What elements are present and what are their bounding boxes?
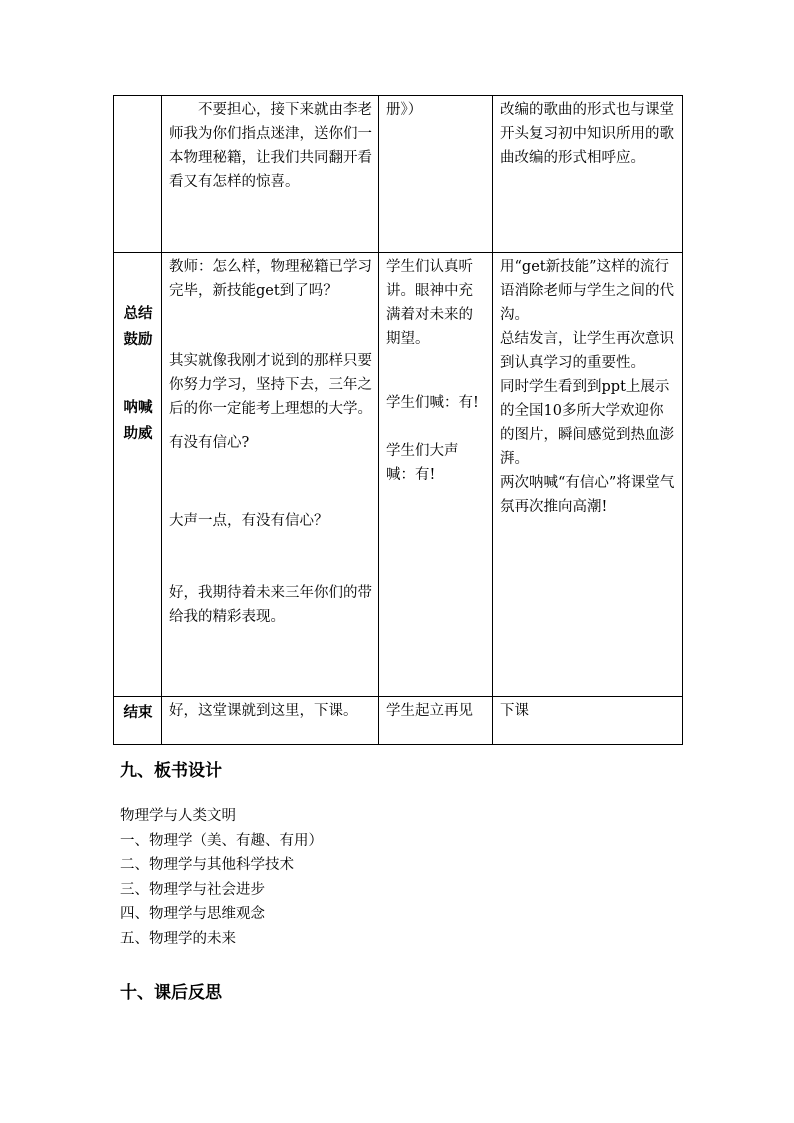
teacher-text: 不要担心，接下来就由李老师我为你们指点迷津，送你们一本物理秘籍，让我们共同翻开看看又有怎样的惊喜。 xyxy=(169,102,372,190)
stage-cell: 结束 xyxy=(114,697,162,745)
stage-cell xyxy=(114,253,162,697)
teacher-text: 有没有信心? xyxy=(169,435,250,451)
stage-label-summary: 总结鼓励 xyxy=(123,306,153,348)
student-text: 学生们喊：有! xyxy=(386,395,479,411)
design-intent-cell xyxy=(493,96,683,253)
table-row xyxy=(114,253,683,697)
lesson-plan-table xyxy=(113,95,683,745)
student-text: 学生们大声喊：有! xyxy=(386,443,459,483)
intent-text: 用“get新技能”这样的流行语消除老师与学生之间的代沟。 xyxy=(500,259,674,323)
board-line: 二、物理学与其他科学技术 xyxy=(120,857,294,873)
teacher-text: 其实就像我刚才说到的那样只要你努力学习，坚持下去，三年之后的你一定能考上理想的大学。 xyxy=(169,353,372,417)
teacher-activity-cell xyxy=(162,253,379,697)
student-activity-cell xyxy=(379,697,493,745)
student-text: 学生起立再见 xyxy=(386,703,473,719)
design-intent-cell xyxy=(493,253,683,697)
teacher-text: 好，这堂课就到这里，下课。 xyxy=(169,703,358,719)
stage-cell xyxy=(114,96,162,253)
board-line: 四、物理学与思维观念 xyxy=(120,906,265,922)
teacher-text: 大声一点，有没有信心？ xyxy=(169,513,329,529)
intent-text: 改编的歌曲的形式也与课堂开头复习初中知识所用的歌曲改编的形式相呼应。 xyxy=(500,102,674,166)
intent-text: 下课 xyxy=(500,703,529,719)
section-heading-reflection: 十、课后反思 xyxy=(120,983,222,1003)
board-design-list xyxy=(120,804,323,951)
teacher-text: 好，我期待着未来三年你们的带给我的精彩表现。 xyxy=(169,585,372,625)
teacher-text: 教师：怎么样，物理秘籍已学习完毕，新技能get到了吗？ xyxy=(169,259,372,299)
table-row xyxy=(114,697,683,745)
board-line: 三、物理学与社会进步 xyxy=(120,881,265,898)
table-row xyxy=(114,96,683,253)
intent-text: 总结发言，让学生再次意识到认真学习的重要性。 xyxy=(500,331,674,371)
intent-text: 同时学生看到到ppt上展示的全国10多所大学欢迎你的图片，瞬间感觉到热血澎湃。 xyxy=(500,379,674,467)
student-text: 册》） xyxy=(386,102,423,118)
student-activity-cell xyxy=(379,253,493,697)
intent-text: 两次呐喊“有信心”将课堂气氛再次推向高潮! xyxy=(500,475,675,515)
board-line: 五、物理学的未来 xyxy=(120,930,236,947)
teacher-activity-cell xyxy=(162,697,379,745)
student-text: 学生们认真听讲。眼神中充满着对未来的期望。 xyxy=(386,259,473,347)
design-intent-cell xyxy=(493,697,683,745)
section-heading-board-design: 九、板书设计 xyxy=(120,761,222,781)
teacher-activity-cell xyxy=(162,96,379,253)
board-line: 一、物理学（美、有趣、有用） xyxy=(120,832,323,849)
stage-label-cheer: 呐喊助威 xyxy=(123,400,153,442)
board-line: 物理学与人类文明 xyxy=(120,808,236,824)
student-activity-cell xyxy=(379,96,493,253)
